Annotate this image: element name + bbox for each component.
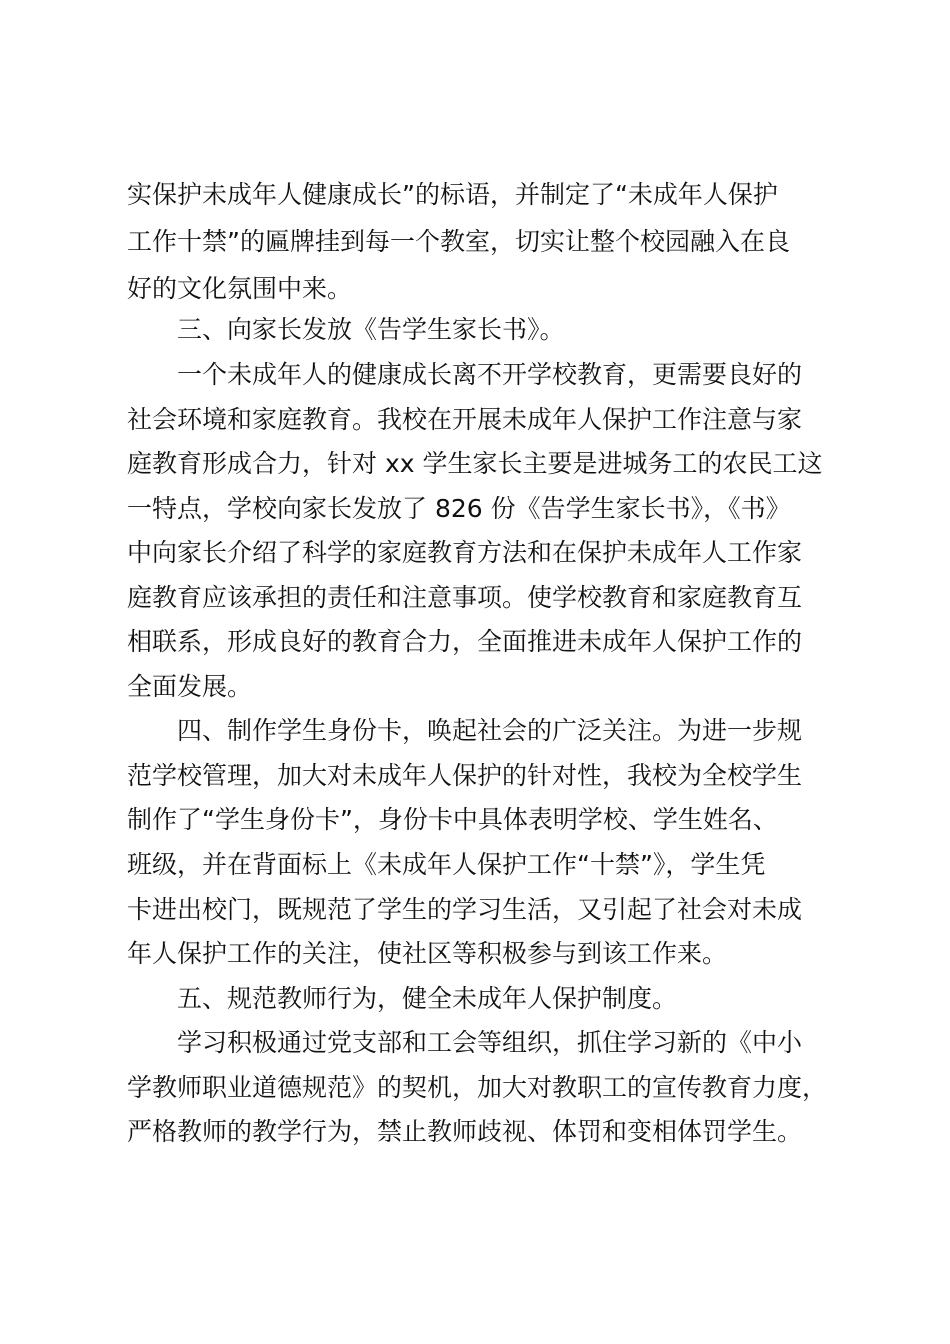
text-line-10: 庭教育应该承担的责任和注意事项。使学校教育和家庭教育互 [127, 583, 803, 612]
section-heading-5: 五、规范教师行为，健全未成年人保护制度。 [177, 984, 678, 1013]
text-line-5: 一个未成年人的健康成长离不开学校教育，更需要良好的 [177, 360, 803, 389]
text-line-2: 工作十禁”的匾牌挂到每一个教室，切实让整个校园融入在良 [127, 227, 790, 256]
text-line-1: 实保护未成年人健康成长”的标语，并制定了“未成年人保护 [127, 180, 778, 209]
text-line-15: 制作了“学生身份卡”，身份卡中具体表明学校、学生姓名、 [127, 805, 778, 834]
text-line-17: 卡进出校门，既规范了学生的学习生活，又引起了社会对未成 [127, 895, 803, 924]
section-heading-3: 三、向家长发放《告学生家长书》。 [177, 315, 565, 344]
text-line-9: 中向家长介绍了科学的家庭教育方法和在保护未成年人工作家 [127, 538, 803, 567]
text-line-6: 社会环境和家庭教育。我校在开展未成年人保护工作注意与家 [127, 405, 803, 434]
text-line-18: 年人保护工作的关注，使社区等积极参与到该工作来。 [127, 939, 728, 968]
text-line-8: 一特点，学校向家长发放了 826 份《告学生家长书》，《书》 [127, 494, 791, 523]
text-line-7: 庭教育形成合力，针对 xx 学生家长主要是进城务工的农民工这 [127, 449, 823, 478]
section-heading-4: 四、制作学生身份卡，唤起社会的广泛关注。为进一步规 [177, 716, 803, 745]
text-line-16: 班级，并在背面标上《未成年人保护工作“十禁”》，学生凭 [127, 850, 766, 879]
text-line-12: 全面发展。 [127, 672, 253, 701]
text-line-11: 相联系，形成良好的教育合力，全面推进未成年人保护工作的 [127, 627, 803, 656]
text-line-20: 学习积极通过党支部和工会等组织，抓住学习新的《中小 [177, 1028, 803, 1057]
text-line-3: 好的文化氛围中来。 [127, 274, 353, 303]
text-line-14: 范学校管理，加大对未成年人保护的针对性，我校为全校学生 [127, 761, 803, 790]
text-line-21: 学教师职业道德规范》的契机，加大对教职工的宣传教育力度， [127, 1073, 828, 1102]
text-line-22: 严格教师的教学行为，禁止教师歧视、体罚和变相体罚学生。 [127, 1117, 803, 1146]
